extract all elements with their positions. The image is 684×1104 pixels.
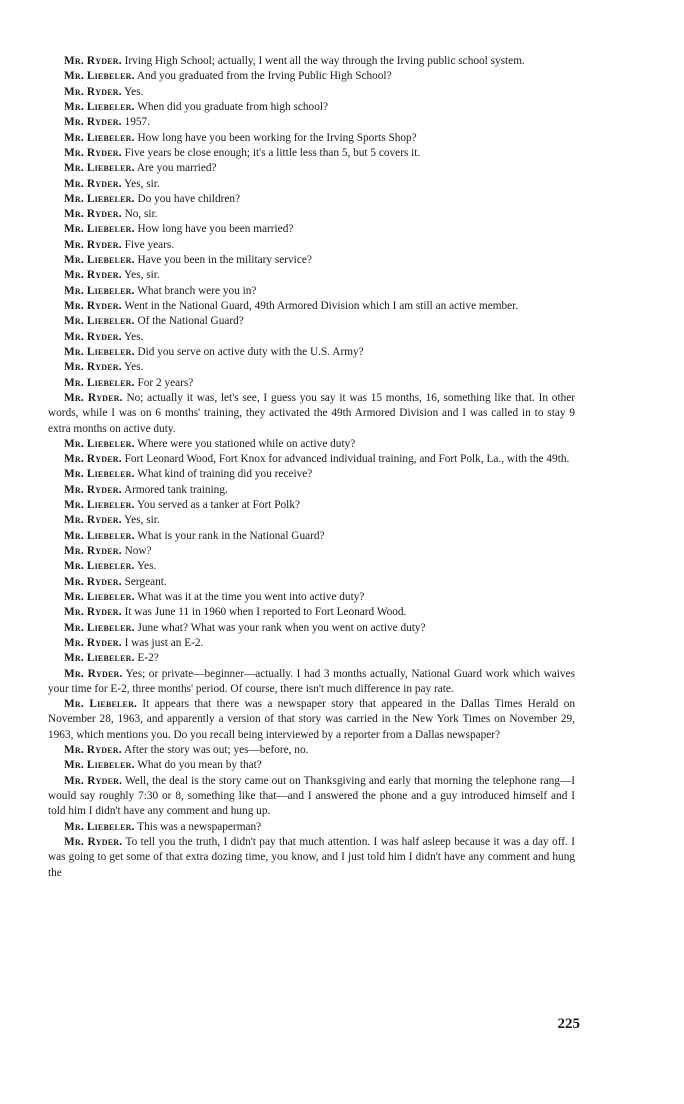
statement-text: Did you serve on active duty with the U.S. Army? [137, 345, 364, 358]
statement-text: E-2? [137, 652, 159, 665]
speaker-name: Mr. Liebeler. [64, 652, 135, 665]
speaker-name: Mr. Liebeler. [64, 254, 135, 267]
speaker-name: Mr. Ryder. [64, 835, 123, 848]
statement-text: Do you have children? [137, 192, 241, 205]
transcript-paragraph [48, 330, 575, 345]
transcript-paragraph [48, 513, 575, 528]
statement-text: You served as a tanker at Fort Polk? [137, 499, 300, 512]
speaker-name: Mr. Liebeler. [64, 698, 138, 711]
speaker-name: Mr. Liebeler. [64, 560, 135, 573]
speaker-name: Mr. Liebeler. [64, 284, 135, 297]
transcript-paragraph [48, 345, 575, 360]
speaker-name: Mr. Liebeler. [64, 70, 135, 83]
statement-text: Where were you stationed while on active duty? [137, 437, 356, 450]
statement-text: Yes, sir. [124, 269, 160, 282]
speaker-name: Mr. Ryder. [64, 744, 122, 757]
speaker-name: Mr. Liebeler. [64, 315, 135, 328]
statement-text: What is your rank in the National Guard? [137, 529, 325, 542]
statement-text: Five years. [124, 238, 175, 251]
statement-text: How long have you been working for the Irving Sports Shop? [137, 131, 417, 144]
transcript-paragraph [48, 131, 575, 146]
transcript-paragraph [48, 483, 575, 498]
speaker-name: Mr. Ryder. [64, 85, 122, 98]
statement-text: Have you been in the military service? [137, 254, 312, 267]
page-number: 225 [557, 1016, 580, 1032]
transcript-paragraph [48, 667, 575, 698]
statement-text: Yes, sir. [124, 514, 160, 527]
transcript-paragraph [48, 192, 575, 207]
transcript-paragraph [48, 467, 575, 482]
speaker-name: Mr. Liebeler. [64, 621, 135, 634]
speaker-name: Mr. Ryder. [64, 774, 123, 787]
statement-text: Of the National Guard? [137, 315, 244, 328]
speaker-name: Mr. Ryder. [64, 636, 122, 649]
speaker-name: Mr. Ryder. [64, 606, 122, 619]
statement-text: Yes. [124, 85, 144, 98]
statement-text: Armored tank training. [123, 483, 228, 496]
speaker-name: Mr. Liebeler. [64, 192, 135, 205]
speaker-name: Mr. Liebeler. [64, 529, 135, 542]
statement-text: What was it at the time you went into active duty? [137, 590, 365, 603]
transcript-paragraph [48, 253, 575, 268]
transcript-paragraph [48, 758, 575, 773]
statement-text: To tell you the truth, I didn't pay that much attention. I was half asleep because it was a day off. I was going to get some of that extra dozing time, you know, and I just told him I didn't have any comment and hung the [48, 835, 575, 879]
transcript-paragraph [48, 284, 575, 299]
statement-text: It appears that there was a newspaper story that appeared in the Dallas Times Herald on November 28, 1963, and apparently a version of that story was carried in the New York Times on November 29, 1963, which mentions you. Do you recall being interviewed by a reporter from a Dallas newspaper? [48, 698, 575, 741]
statement-text: Are you married? [136, 162, 217, 175]
speaker-name: Mr. Liebeler. [64, 223, 135, 236]
transcript-paragraph [48, 498, 575, 513]
statement-text: Five years be close enough; it's a little less than 5, but 5 covers it. [124, 146, 421, 159]
transcript-paragraph [48, 85, 575, 100]
transcript-paragraph [48, 238, 575, 253]
statement-text: Yes. [124, 361, 144, 374]
statement-text: What do you mean by that? [137, 759, 262, 772]
statement-text: This was a newspaperman? [137, 820, 262, 833]
speaker-name: Mr. Ryder. [64, 391, 123, 404]
statement-text: And you graduated from the Irving Public High School? [136, 70, 392, 83]
transcript-paragraph [48, 360, 575, 375]
speaker-name: Mr. Ryder. [64, 177, 122, 190]
speaker-name: Mr. Liebeler. [64, 499, 135, 512]
statement-text: Well, the deal is the story came out on Thanksgiving and early that morning the telephone rang—I would say roughly 7:30 or 8, something like that—and I answered the phone and a guy introduced himself and I told him I didn't have any comment and hung up. [48, 774, 575, 818]
statement-text: No, sir. [124, 208, 158, 221]
speaker-name: Mr. Liebeler. [64, 376, 135, 389]
testimony-transcript [48, 54, 575, 881]
transcript-paragraph [48, 559, 575, 574]
speaker-name: Mr. Liebeler. [64, 590, 135, 603]
transcript-paragraph [48, 437, 575, 452]
statement-text: When did you graduate from high school? [137, 100, 328, 113]
speaker-name: Mr. Liebeler. [64, 820, 135, 833]
transcript-paragraph [48, 544, 575, 559]
transcript-paragraph [48, 376, 575, 391]
transcript-paragraph [48, 636, 575, 651]
statement-text: Irving High School; actually, I went all the way through the Irving public school system. [124, 55, 525, 67]
speaker-name: Mr. Ryder. [64, 238, 122, 251]
transcript-paragraph [48, 207, 575, 222]
transcript-paragraph [48, 391, 575, 437]
transcript-paragraph [48, 268, 575, 283]
transcript-paragraph [48, 115, 575, 130]
transcript-paragraph [48, 590, 575, 605]
statement-text: After the story was out; yes—before, no. [123, 744, 309, 757]
statement-text: Fort Leonard Wood, Fort Knox for advanced individual training, and Fort Polk, La., with the 49th. [124, 453, 570, 466]
statement-text: Yes; or private—beginner—actually. I had 3 months actually, National Guard work which waives your time for E-2, three months' period. Of course, there isn't much difference in pay rate. [48, 667, 575, 695]
transcript-paragraph [48, 529, 575, 544]
speaker-name: Mr. Ryder. [64, 545, 122, 557]
speaker-name: Mr. Liebeler. [64, 437, 135, 450]
speaker-name: Mr. Ryder. [64, 116, 122, 129]
statement-text: Sergeant. [124, 575, 167, 588]
statement-text: I was just an E-2. [124, 636, 204, 649]
transcript-paragraph [48, 452, 575, 467]
transcript-paragraph [48, 100, 575, 115]
speaker-name: Mr. Liebeler. [64, 345, 135, 358]
speaker-name: Mr. Ryder. [64, 146, 122, 159]
speaker-name: Mr. Ryder. [64, 330, 122, 343]
speaker-name: Mr. Ryder. [64, 575, 122, 588]
transcript-paragraph [48, 621, 575, 636]
transcript-paragraph [48, 299, 575, 314]
speaker-name: Mr. Liebeler. [64, 100, 135, 113]
transcript-paragraph [48, 314, 575, 329]
statement-text: What kind of training did you receive? [137, 468, 313, 481]
statement-text: For 2 years? [137, 376, 194, 389]
speaker-name: Mr. Ryder. [64, 514, 122, 527]
transcript-paragraph [48, 697, 575, 743]
speaker-name: Mr. Ryder. [64, 483, 122, 496]
statement-text: How long have you been married? [137, 223, 294, 236]
transcript-paragraph [48, 146, 575, 161]
speaker-name: Mr. Ryder. [64, 300, 122, 312]
transcript-paragraph [48, 605, 575, 620]
speaker-name: Mr. Liebeler. [64, 131, 135, 144]
speaker-name: Mr. Ryder. [64, 361, 122, 374]
statement-text: Yes. [137, 560, 157, 573]
speaker-name: Mr. Liebeler. [64, 759, 135, 772]
transcript-paragraph [48, 177, 575, 192]
speaker-name: Mr. Ryder. [64, 55, 122, 67]
statement-text: Now? [124, 545, 152, 557]
speaker-name: Mr. Ryder. [64, 269, 122, 282]
statement-text: What branch were you in? [137, 284, 257, 297]
transcript-paragraph [48, 820, 575, 835]
statement-text: Yes, sir. [124, 177, 160, 190]
speaker-name: Mr. Liebeler. [64, 162, 135, 175]
transcript-paragraph [48, 222, 575, 237]
speaker-name: Mr. Ryder. [64, 667, 123, 680]
transcript-paragraph [48, 161, 575, 176]
transcript-paragraph [48, 743, 575, 758]
speaker-name: Mr. Liebeler. [64, 468, 135, 481]
statement-text: Went in the National Guard, 49th Armored Division which I am still an active member. [124, 300, 519, 312]
statement-text: 1957. [124, 116, 150, 129]
transcript-paragraph [48, 69, 575, 84]
statement-text: Yes. [124, 330, 144, 343]
transcript-paragraph [48, 575, 575, 590]
transcript-paragraph [48, 774, 575, 820]
statement-text: It was June 11 in 1960 when I reported to Fort Leonard Wood. [124, 606, 407, 619]
statement-text: No; actually it was, let's see, I guess you say it was 15 months, 16, something like that. In other words, while I was on 6 months' training, they activated the 49th Armored Division and I was called in to stay 9 extra months on active duty. [48, 391, 576, 435]
speaker-name: Mr. Ryder. [64, 208, 122, 221]
speaker-name: Mr. Ryder. [64, 453, 122, 466]
transcript-paragraph [48, 54, 575, 69]
statement-text: June what? What was your rank when you went on active duty? [137, 621, 426, 634]
transcript-paragraph [48, 835, 575, 881]
transcript-paragraph [48, 651, 575, 666]
